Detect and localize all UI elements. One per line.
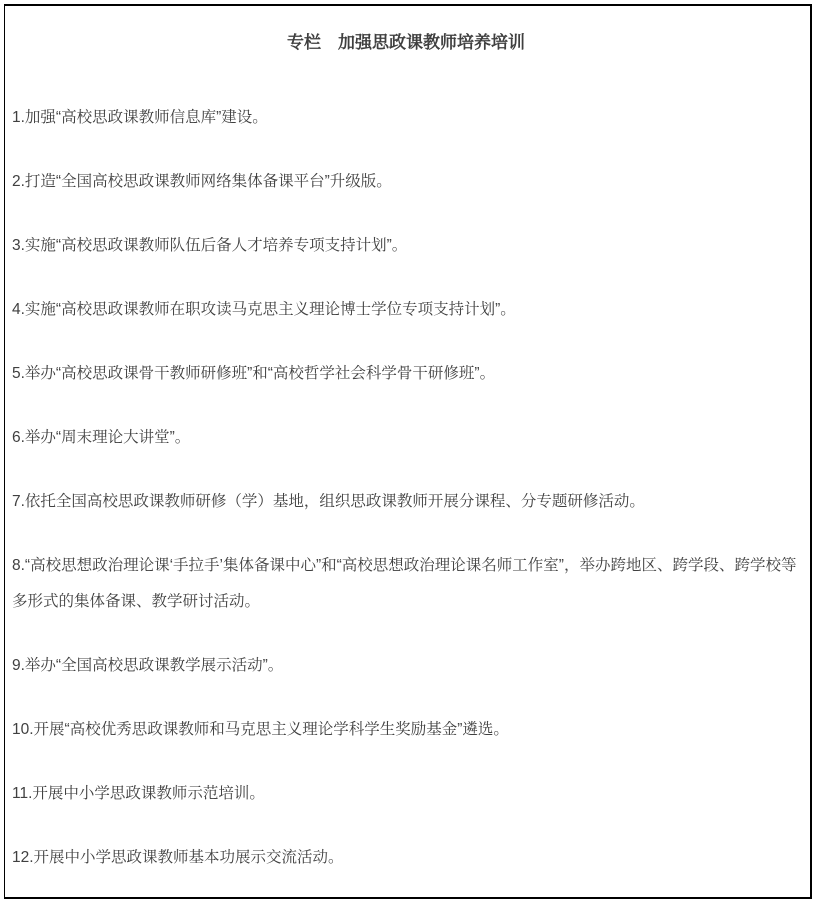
panel-item-8: 8.“高校思想政治理论课‘手拉手’集体备课中心”和“高校思想政治理论课名师工作室”，举办跨地区、跨学段、跨学校等多形式的集体备课、教学研讨活动。 — [12, 557, 797, 610]
panel-item-3: 3.实施“高校思政课教师队伍后备人才培养专项支持计划”。 — [12, 237, 408, 254]
panel-item-10: 10.开展“高校优秀思政课教师和马克思主义理论学科学生奖励基金”遴选。 — [12, 721, 509, 738]
panel-item-11: 11.开展中小学思政课教师示范培训。 — [12, 785, 265, 802]
panel-item-2: 2.打造“全国高校思政课教师网络集体备课平台”升级版。 — [12, 173, 392, 190]
panel-item-4: 4.实施“高校思政课教师在职攻读马克思主义理论博士学位专项支持计划”。 — [12, 301, 516, 318]
panel-item-6: 6.举办“周末理论大讲堂”。 — [12, 429, 191, 446]
panel-item-7: 7.依托全国高校思政课教师研修（学）基地，组织思政课教师开展分课程、分专题研修活动。 — [12, 493, 645, 510]
panel-item-9: 9.举办“全国高校思政课教学展示活动”。 — [12, 657, 284, 674]
panel-item-5: 5.举办“高校思政课骨干教师研修班”和“高校哲学社会科学骨干研修班”。 — [12, 365, 496, 382]
panel-item-1: 1.加强“高校思政课教师信息库”建设。 — [12, 109, 268, 126]
special-column-panel — [4, 4, 812, 899]
panel-item-12: 12.开展中小学思政课教师基本功展示交流活动。 — [12, 849, 344, 866]
panel-title: 专栏 加强思政课教师培养培训 — [287, 33, 525, 52]
